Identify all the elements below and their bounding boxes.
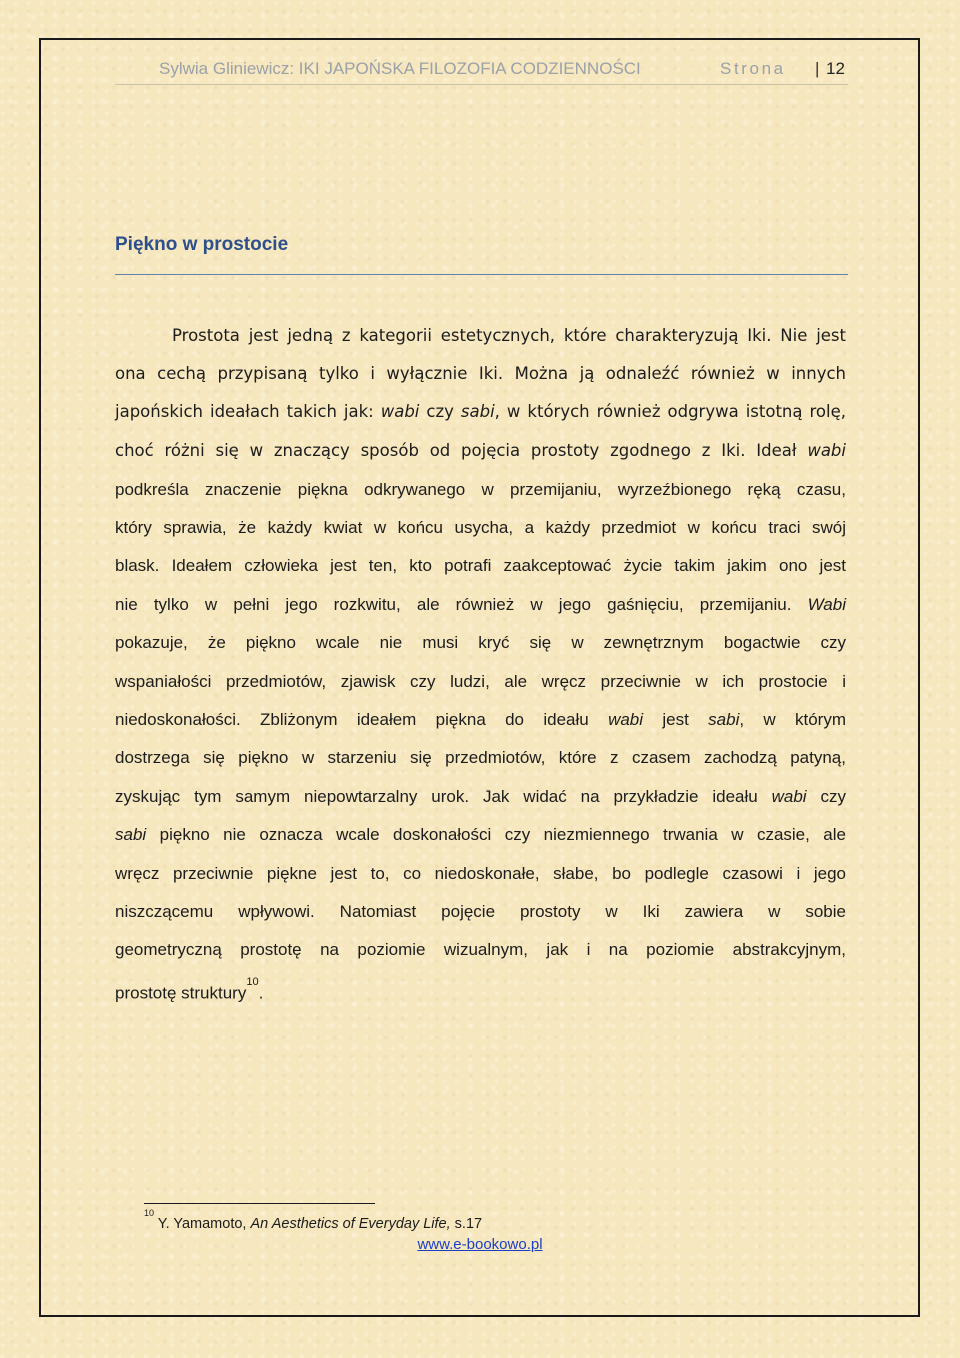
paragraph-line: blask. Ideałem człowieka jest ten, kto potrafi zaakceptować życie takim jakim ono jest (115, 556, 846, 575)
paragraph-line: wręcz przeciwnie piękne jest to, co niedoskonałe, słabe, bo podlegle czasowi i jego (115, 864, 846, 883)
paragraph-line: nie tylko w pełni jego rozkwitu, ale również w jego gaśnięciu, przemijaniu. Wabi (115, 595, 846, 614)
paragraph-line: który sprawia, że każdy kwiat w końcu usycha, a każdy przedmiot w końcu traci swój (115, 518, 846, 537)
paragraph-line: pokazuje, że piękno wcale nie musi kryć się w zewnętrznym bogactwie czy (115, 633, 846, 652)
footer-website-link[interactable]: www.e-bookowo.pl (417, 1236, 543, 1253)
paragraph-line: sabi piękno nie oznacza wcale doskonałości czy niezmiennego trwania w czasie, ale (115, 825, 846, 844)
paragraph-line: zyskując tym samym niepowtarzalny urok. Jak widać na przykładzie ideału wabi czy (115, 787, 846, 806)
paragraph-line: ona cechą przypisaną tylko i wyłącznie Iki. Można ją odnaleźć również w innych (115, 364, 846, 383)
paragraph-line: niedoskonałości. Zbliżonym ideałem piękna do ideału wabi jest sabi, w którym (115, 710, 847, 729)
footnote-reference[interactable]: 10 (246, 976, 259, 988)
paragraph-line: niszczącemu wpływowi. Natomiast pojęcie prostoty w Iki zawiera w sobie (115, 902, 846, 921)
paragraph-line: wspaniałości przedmiotów, zjawisk czy ludzi, ale wręcz przeciwnie w ich prostocie i (115, 672, 846, 691)
header-page-label: Strona (720, 59, 786, 78)
paragraph-line: choć różni się w znaczący sposób od pojęcia prostoty zgodnego z Iki. Ideał wabi (115, 441, 846, 460)
section-title: Piękno w prostocie (115, 234, 848, 275)
paragraph-line: geometryczną prostotę na poziomie wizualnym, jak i na poziomie abstrakcyjnym, (115, 940, 846, 959)
paragraph-line: dostrzega się piękno w starzeniu się przedmiotów, które z czasem zachodzą patyną, (115, 748, 846, 767)
paragraph-line: podkreśla znaczenie piękna odkrywanego w przemijaniu, wyrzeźbionego ręką czasu, (115, 480, 846, 499)
header-author-title: Sylwia Gliniewicz: IKI JAPOŃSKA FILOZOFIA CODZIENNOŚCI (159, 59, 641, 78)
paragraph-line: prostotę struktury$^{10}$. (115, 976, 264, 1003)
footnote-divider (144, 1203, 375, 1204)
header-separator: | (815, 59, 820, 78)
page-header (115, 58, 848, 85)
footnote-number: 10 (144, 1208, 155, 1218)
paragraph-line: japońskich ideałach takich jak: wabi czy sabi, w których również odgrywa istotną rolę, (115, 402, 846, 421)
paragraph-line: Prostota jest jedną z kategorii estetycznych, które charakteryzują Iki. Nie jest (172, 326, 846, 345)
footnote: $^{10}$ Y. Yamamoto, An Aesthetics of Everyday Life, s.17 (144, 1208, 483, 1232)
header-page-number: 12 (826, 59, 845, 78)
